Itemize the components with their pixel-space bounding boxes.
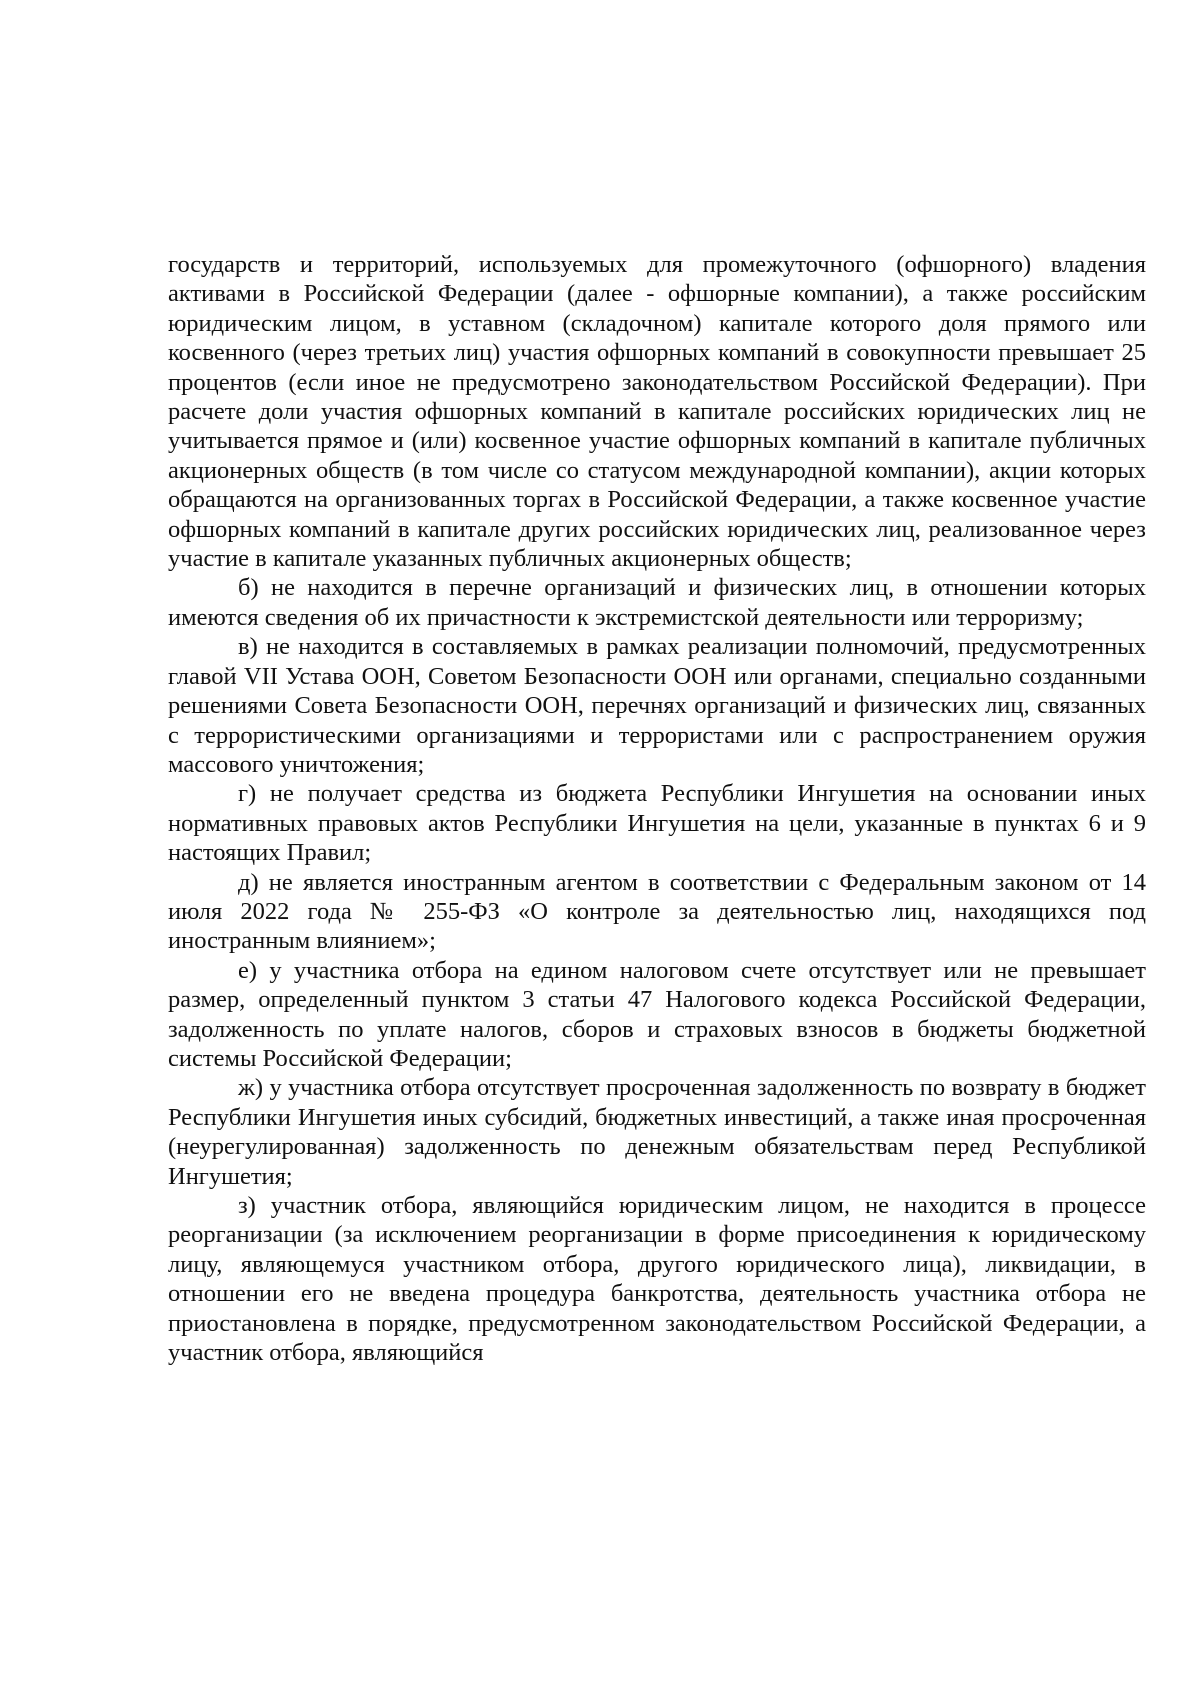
paragraph-v: в) не находится в составляемых в рамках реализации полномочий, предусмотренных главой VII Устава ООН, Советом Безопасности ООН или органами, специально созданными решениями Совета Безопасности ООН, перечнях организаций и физических лиц, связанных с террористическими организациями и террористами или с распространением оружия массового уничтожения; bbox=[168, 633, 1146, 778]
paragraph-e: е) у участника отбора на едином налоговом счете отсутствует или не превышает размер, определенный пунктом 3 статьи 47 Налогового кодекса Российской Федерации, задолженность по уплате налогов, сборов и страховых взносов в бюджеты бюджетной системы Российской Федерации; bbox=[168, 956, 1146, 1072]
paragraph-d: д) не является иностранным агентом в соответствии с Федеральным законом от 14 июля 2022 года № 255-ФЗ «О контроле за деятельностью лиц, находящихся под иностранным влиянием»; bbox=[168, 868, 1146, 955]
paragraph-b: б) не находится в перечне организаций и физических лиц, в отношении которых имеются сведения об их причастности к экстремистской деятельности или терроризму; bbox=[168, 574, 1146, 631]
paragraph-z: з) участник отбора, являющийся юридическим лицом, не находится в процессе реорганизации (за исключением реорганизации в форме присоединения к юридическому лицу, являющемуся участником отбора, другого юридического лица), ликвидации, в отношении его не введена процедура банкротства, деятельность участника отбора не приостановлена в порядке, предусмотренном законодательством Российской Федерации, а участник отбора, являющийся bbox=[168, 1192, 1146, 1367]
document-page bbox=[168, 250, 1146, 1367]
paragraph-zh: ж) у участника отбора отсутствует просроченная задолженность по возврату в бюджет Республики Ингушетия иных субсидий, бюджетных инвестиций, а также иная просроченная (неурегулированная) задолженность по денежным обязательствам перед Республикой Ингушетия; bbox=[168, 1074, 1146, 1190]
paragraph-g: г) не получает средства из бюджета Республики Ингушетия на основании иных нормативных правовых актов Республики Ингушетия на цели, указанные в пунктах 6 и 9 настоящих Правил; bbox=[168, 780, 1146, 867]
paragraph-offshore: государств и территорий, используемых для промежуточного (офшорного) владения активами в Российской Федерации (далее - офшорные компании), а также российским юридическим лицом, в уставном (складочном) капитале которого доля прямого или косвенного (через третьих лиц) участия офшорных компаний в совокупности превышает 25 процентов (если иное не предусмотрено законодательством Российской Федерации). При расчете доли участия офшорных компаний в капитале российских юридических лиц не учитывается прямое и (или) косвенное участие офшорных компаний в капитале публичных акционерных обществ (в том числе со статусом международной компании), акции которых обращаются на организованных торгах в Российской Федерации, а также косвенное участие офшорных компаний в капитале других российских юридических лиц, реализованное через участие в капитале указанных публичных акционерных обществ; bbox=[168, 251, 1146, 573]
